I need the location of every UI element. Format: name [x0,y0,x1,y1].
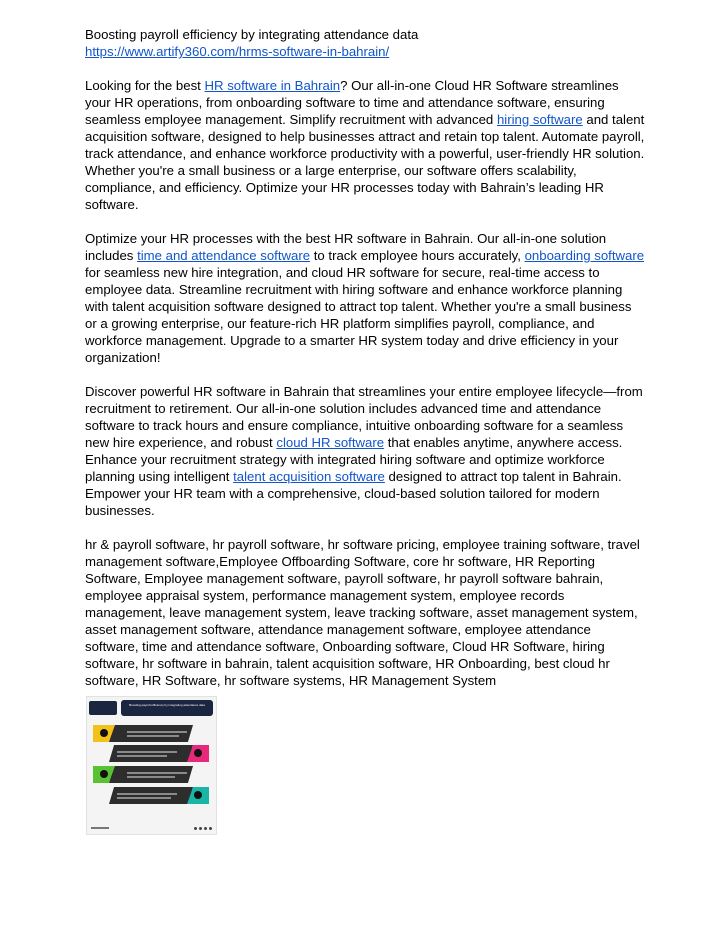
text-line [117,793,177,795]
p1-text-3: and talent acquisition software, designed to help businesses attract and retain top talent. Automate payroll, track attendance, and enhance workforce productivity with a powerful, user-friendly HR solution. Whether you're a small business or a large enterprise, our software offers scalability, compliance, and efficiency. Optimize your HR processes today with Bahrain’s leading HR software. [85,112,645,212]
onboarding-software-link[interactable]: onboarding software [524,248,645,263]
text-line [127,735,179,737]
lightbulb-icon [100,729,108,737]
document-body [85,26,645,706]
infographic-footer [91,827,212,831]
social-icon [194,827,197,830]
infographic-image [86,696,217,835]
paragraph-3 [85,383,645,519]
artify-logo [89,701,117,715]
text-line [117,755,167,757]
row-band [109,725,193,742]
infographic-row-4 [93,787,209,804]
social-icon [199,827,202,830]
time-attendance-software-link[interactable]: time and attendance software [137,248,311,263]
talent-acquisition-software-link[interactable]: talent acquisition software [233,469,385,484]
home-icon [100,770,108,778]
doc-url-link[interactable]: https://www.artify360.com/hrms-software-in-bahrain/ [85,44,390,59]
infographic-title: Boosting payroll efficiency by integrating attendance data [121,700,213,716]
text-line [127,776,175,778]
text-line [117,751,177,753]
p1-text-1: Looking for the best [85,78,205,93]
infographic-row-2 [93,745,209,762]
gear-icon [194,749,202,757]
cloud-hr-software-link[interactable]: cloud HR software [276,435,385,450]
infographic-header [89,699,213,717]
text-line [117,797,171,799]
keywords-paragraph: hr & payroll software, hr payroll software, hr software pricing, employee training software, travel management software,Employee Offboarding Software, core hr software, HR Reporting Software, Employee management software, payroll software, hr payroll software bahrain, employee appraisal system, performance management system, employee records management, leave management system, leave tracking software, asset management system, asset management software, attendance management software, employee attendance software, time and attendance software, Onboarding software, Cloud HR Software, hiring software, hr software in bahrain, talent acquisition software, HR Onboarding, best cloud hr software, HR Software, hr software systems, HR Management System [85,537,640,688]
paragraph-2 [85,230,645,366]
p2-text-1: Optimize your HR processes with the best HR software in Bahrain. Our all-in-one solution includes [85,231,607,263]
row-band [109,745,193,762]
p3-text-1: Discover powerful HR software in Bahrain that streamlines your entire employee lifecycle—from recruitment to retirement. Our all-in-one solution includes advanced time and attendance software to track hours and ensure compliance, intuitive onboarding software for a seamless new hire experience, and robust [85,384,643,450]
p2-text-2: to track employee hours accurately, [310,248,525,263]
text-line [127,772,187,774]
cloud-icon [194,791,202,799]
row-band [109,787,193,804]
infographic-row-1 [93,725,209,742]
social-icons [194,827,212,830]
footer-url [91,827,109,829]
p3-text-3: designed to attract top talent in Bahrain. Empower your HR team with a comprehensive, cloud-based solution tailored for modern businesses. [85,469,622,518]
social-icon [204,827,207,830]
hr-software-bahrain-link[interactable]: HR software in Bahrain [204,78,341,93]
social-icon [209,827,212,830]
infographic-row-3 [93,766,209,783]
p2-text-3: for seamless new hire integration, and cloud HR software for secure, real-time access to employee data. Streamline recruitment with hiring software and enhance workforce planning with talent acquisition software designed to attract top talent. Whether you're a small business or a growing enterprise, our feature-rich HR platform simplifies payroll, compliance, and workforce management. Upgrade to a smarter HR system today and drive efficiency in your organization! [85,265,632,365]
doc-title: Boosting payroll efficiency by integrating attendance data [85,27,419,42]
row-band [109,766,193,783]
hiring-software-link[interactable]: hiring software [496,112,583,127]
text-line [127,731,187,733]
paragraph-1 [85,77,645,213]
p3-text-2: that enables anytime, anywhere access. Enhance your recruitment strategy with integrated hiring software and optimize workforce planning using intelligent [85,435,623,484]
p1-text-2: ? Our all-in-one Cloud HR Software streamlines your HR operations, from onboarding software to time and attendance software, ensuring seamless employee management. Simplify recruitment with advanced [85,78,619,127]
